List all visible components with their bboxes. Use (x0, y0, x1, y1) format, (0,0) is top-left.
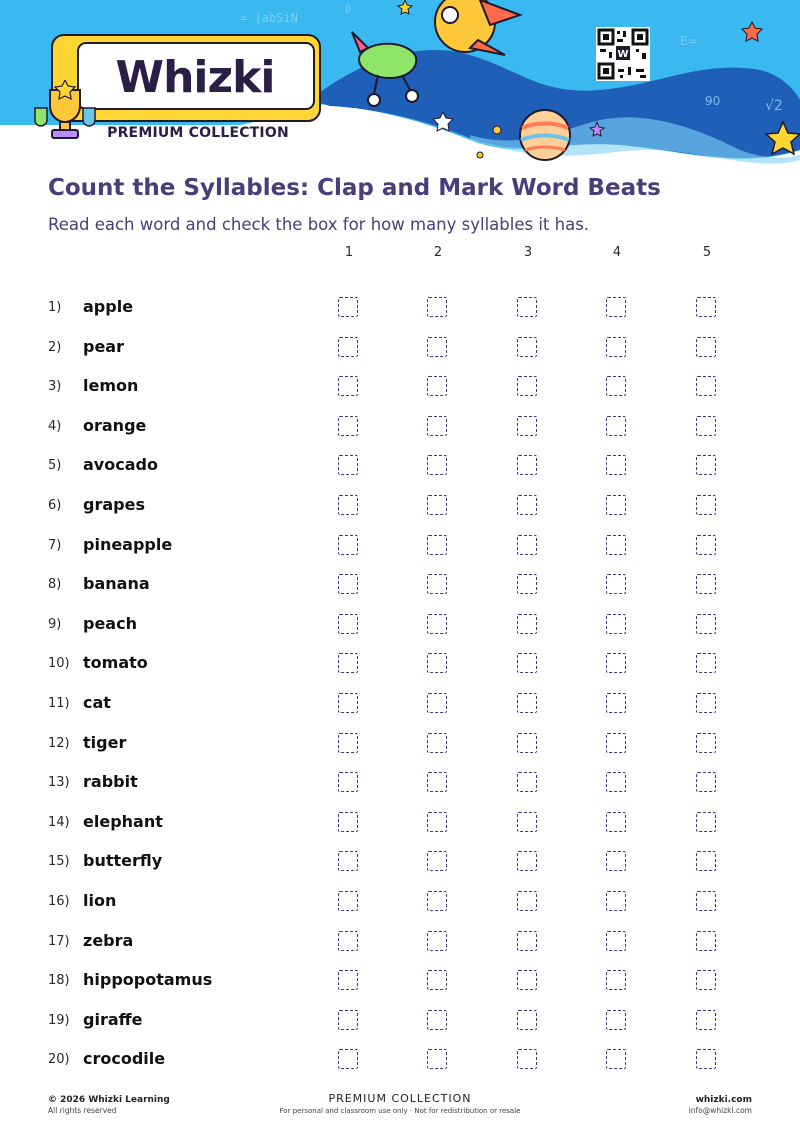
row-number: 14) (48, 815, 70, 830)
column-header-4: 4 (612, 245, 622, 260)
svg-text:√2: √2 (765, 98, 783, 114)
syllable-checkbox-2[interactable] (427, 653, 447, 673)
syllable-checkbox-4[interactable] (606, 455, 626, 475)
footer-copyright: © 2026 Whizki Learning (48, 1095, 170, 1105)
row-word: apple (83, 297, 134, 316)
syllable-checkbox-1[interactable] (338, 733, 358, 753)
syllable-checkbox-1[interactable] (338, 416, 358, 436)
syllable-checkbox-4[interactable] (606, 891, 626, 911)
table-row (0, 413, 800, 443)
syllable-checkbox-2[interactable] (427, 891, 447, 911)
table-row (0, 294, 800, 324)
row-word: grapes (83, 495, 145, 514)
syllable-checkbox-4[interactable] (606, 614, 626, 634)
syllable-checkbox-3[interactable] (517, 653, 537, 673)
syllable-checkbox-4[interactable] (606, 376, 626, 396)
syllable-checkbox-3[interactable] (517, 733, 537, 753)
table-row (0, 888, 800, 918)
syllable-checkbox-5[interactable] (696, 297, 716, 317)
syllable-checkbox-4[interactable] (606, 574, 626, 594)
row-number: 4) (48, 419, 62, 434)
row-number: 15) (48, 854, 70, 869)
row-number: 2) (48, 340, 62, 355)
syllable-checkbox-3[interactable] (517, 455, 537, 475)
table-row (0, 769, 800, 799)
worksheet-instructions: Read each word and check the box for how many syllables it has. (48, 215, 590, 234)
row-word: hippopotamus (83, 970, 213, 989)
syllable-checkbox-4[interactable] (606, 812, 626, 832)
syllable-checkbox-1[interactable] (338, 931, 358, 951)
syllable-checkbox-5[interactable] (696, 772, 716, 792)
row-number: 13) (48, 775, 70, 790)
syllable-checkbox-4[interactable] (606, 931, 626, 951)
syllable-checkbox-4[interactable] (606, 653, 626, 673)
row-number: 16) (48, 894, 70, 909)
table-row (0, 492, 800, 522)
qr-code-icon (596, 27, 650, 81)
svg-text:W: W (617, 49, 629, 60)
syllable-checkbox-5[interactable] (696, 614, 716, 634)
syllable-checkbox-1[interactable] (338, 772, 358, 792)
syllable-checkbox-5[interactable] (696, 495, 716, 515)
footer-collection: PREMIUM COLLECTION (328, 1092, 472, 1105)
syllable-checkbox-2[interactable] (427, 376, 447, 396)
table-row (0, 532, 800, 562)
logo-text: Whizki (115, 52, 275, 103)
table-row (0, 1007, 800, 1037)
row-word: crocodile (83, 1049, 166, 1068)
syllable-checkbox-2[interactable] (427, 297, 447, 317)
syllable-checkbox-2[interactable] (427, 812, 447, 832)
planet-icon (520, 110, 570, 160)
row-number: 1) (48, 300, 62, 315)
row-word: tomato (83, 653, 148, 672)
row-word: pineapple (83, 535, 173, 554)
syllable-checkbox-1[interactable] (338, 535, 358, 555)
footer-email: info@whizki.com (688, 1106, 752, 1115)
row-number: 12) (48, 736, 70, 751)
row-word: orange (83, 416, 147, 435)
row-number: 10) (48, 656, 70, 671)
syllable-checkbox-3[interactable] (517, 535, 537, 555)
row-number: 18) (48, 973, 70, 988)
syllable-checkbox-5[interactable] (696, 891, 716, 911)
syllable-checkbox-2[interactable] (427, 970, 447, 990)
footer-usage-note: For personal and classroom use only · Not for redistribution or resale (279, 1107, 521, 1115)
svg-text:β: β (345, 4, 352, 15)
table-row (0, 848, 800, 878)
row-number: 8) (48, 577, 62, 592)
svg-text:90: 90 (705, 94, 721, 108)
syllable-checkbox-3[interactable] (517, 416, 537, 436)
column-header-2: 2 (433, 245, 443, 260)
footer-website: whizki.com (695, 1095, 752, 1105)
syllable-checkbox-1[interactable] (338, 337, 358, 357)
syllable-checkbox-1[interactable] (338, 891, 358, 911)
syllable-checkbox-5[interactable] (696, 812, 716, 832)
syllable-checkbox-1[interactable] (338, 1010, 358, 1030)
collection-label: PREMIUM COLLECTION (107, 125, 289, 141)
row-word: butterfly (83, 851, 163, 870)
syllable-checkbox-2[interactable] (427, 851, 447, 871)
syllable-checkbox-5[interactable] (696, 416, 716, 436)
table-row (0, 967, 800, 997)
syllable-checkbox-3[interactable] (517, 812, 537, 832)
syllable-checkbox-5[interactable] (696, 574, 716, 594)
table-row (0, 611, 800, 641)
table-row (0, 730, 800, 760)
table-row (0, 690, 800, 720)
syllable-checkbox-4[interactable] (606, 416, 626, 436)
syllable-checkbox-4[interactable] (606, 337, 626, 357)
syllable-checkbox-2[interactable] (427, 614, 447, 634)
column-header-5: 5 (702, 245, 712, 260)
syllable-checkbox-4[interactable] (606, 851, 626, 871)
row-word: pear (83, 337, 124, 356)
syllable-checkbox-4[interactable] (606, 733, 626, 753)
syllable-checkbox-1[interactable] (338, 297, 358, 317)
syllable-checkbox-2[interactable] (427, 535, 447, 555)
syllable-checkbox-2[interactable] (427, 772, 447, 792)
syllable-checkbox-3[interactable] (517, 574, 537, 594)
table-row (0, 373, 800, 403)
syllable-checkbox-1[interactable] (338, 614, 358, 634)
syllable-checkbox-3[interactable] (517, 970, 537, 990)
syllable-checkbox-3[interactable] (517, 851, 537, 871)
row-number: 17) (48, 934, 70, 949)
syllable-checkbox-2[interactable] (427, 416, 447, 436)
row-word: avocado (83, 455, 158, 474)
syllable-checkbox-4[interactable] (606, 693, 626, 713)
row-number: 7) (48, 538, 62, 553)
syllable-checkbox-3[interactable] (517, 931, 537, 951)
syllable-checkbox-4[interactable] (606, 1010, 626, 1030)
syllable-checkbox-1[interactable] (338, 495, 358, 515)
syllable-checkbox-2[interactable] (427, 1010, 447, 1030)
svg-text:= |abSiN: = |abSiN (240, 11, 298, 25)
syllable-checkbox-3[interactable] (517, 297, 537, 317)
row-number: 11) (48, 696, 70, 711)
syllable-checkbox-2[interactable] (427, 495, 447, 515)
syllable-checkbox-3[interactable] (517, 495, 537, 515)
column-header-3: 3 (523, 245, 533, 260)
row-word: cat (83, 693, 111, 712)
row-number: 3) (48, 379, 62, 394)
syllable-checkbox-3[interactable] (517, 1049, 537, 1069)
row-number: 20) (48, 1052, 70, 1067)
syllable-checkbox-5[interactable] (696, 653, 716, 673)
syllable-checkbox-2[interactable] (427, 337, 447, 357)
syllable-checkbox-4[interactable] (606, 297, 626, 317)
syllable-checkbox-3[interactable] (517, 376, 537, 396)
row-word: lemon (83, 376, 139, 395)
syllable-checkbox-5[interactable] (696, 693, 716, 713)
syllable-checkbox-1[interactable] (338, 970, 358, 990)
row-number: 9) (48, 617, 62, 632)
syllable-checkbox-3[interactable] (517, 693, 537, 713)
syllable-checkbox-1[interactable] (338, 376, 358, 396)
syllable-checkbox-5[interactable] (696, 733, 716, 753)
syllable-checkbox-1[interactable] (338, 851, 358, 871)
row-word: zebra (83, 931, 134, 950)
row-word: giraffe (83, 1010, 143, 1029)
table-row (0, 571, 800, 601)
syllable-checkbox-3[interactable] (517, 614, 537, 634)
syllable-checkbox-3[interactable] (517, 337, 537, 357)
syllable-checkbox-2[interactable] (427, 1049, 447, 1069)
table-row (0, 334, 800, 364)
table-row (0, 928, 800, 958)
syllable-checkbox-1[interactable] (338, 455, 358, 475)
syllable-checkbox-1[interactable] (338, 812, 358, 832)
syllable-checkbox-4[interactable] (606, 970, 626, 990)
syllable-checkbox-5[interactable] (696, 851, 716, 871)
syllable-checkbox-4[interactable] (606, 1049, 626, 1069)
row-number: 6) (48, 498, 62, 513)
syllable-checkbox-3[interactable] (517, 1010, 537, 1030)
row-word: elephant (83, 812, 163, 831)
syllable-checkbox-1[interactable] (338, 653, 358, 673)
syllable-checkbox-1[interactable] (338, 693, 358, 713)
syllable-checkbox-3[interactable] (517, 891, 537, 911)
syllable-checkbox-5[interactable] (696, 376, 716, 396)
row-word: tiger (83, 733, 127, 752)
row-number: 5) (48, 458, 62, 473)
syllable-checkbox-2[interactable] (427, 574, 447, 594)
syllable-checkbox-3[interactable] (517, 772, 537, 792)
syllable-checkbox-5[interactable] (696, 1049, 716, 1069)
syllable-checkbox-5[interactable] (696, 337, 716, 357)
syllable-checkbox-2[interactable] (427, 693, 447, 713)
syllable-checkbox-1[interactable] (338, 574, 358, 594)
row-word: banana (83, 574, 150, 593)
syllable-checkbox-4[interactable] (606, 772, 626, 792)
row-word: rabbit (83, 772, 138, 791)
syllable-checkbox-5[interactable] (696, 455, 716, 475)
syllable-checkbox-5[interactable] (696, 931, 716, 951)
table-row (0, 650, 800, 680)
syllable-checkbox-5[interactable] (696, 1010, 716, 1030)
syllable-checkbox-2[interactable] (427, 455, 447, 475)
syllable-checkbox-2[interactable] (427, 733, 447, 753)
row-word: peach (83, 614, 137, 633)
footer-rights: All rights reserved (48, 1106, 117, 1115)
syllable-checkbox-4[interactable] (606, 495, 626, 515)
row-number: 19) (48, 1013, 70, 1028)
worksheet-title: Count the Syllables: Clap and Mark Word Beats (48, 175, 661, 201)
syllable-checkbox-4[interactable] (606, 535, 626, 555)
syllable-checkbox-5[interactable] (696, 970, 716, 990)
svg-text:E=: E= (680, 34, 698, 48)
column-header-1: 1 (344, 245, 354, 260)
row-word: lion (83, 891, 117, 910)
syllable-checkbox-2[interactable] (427, 931, 447, 951)
table-row (0, 452, 800, 482)
table-row (0, 809, 800, 839)
syllable-checkbox-1[interactable] (338, 1049, 358, 1069)
table-row (0, 1046, 800, 1076)
syllable-checkbox-5[interactable] (696, 535, 716, 555)
